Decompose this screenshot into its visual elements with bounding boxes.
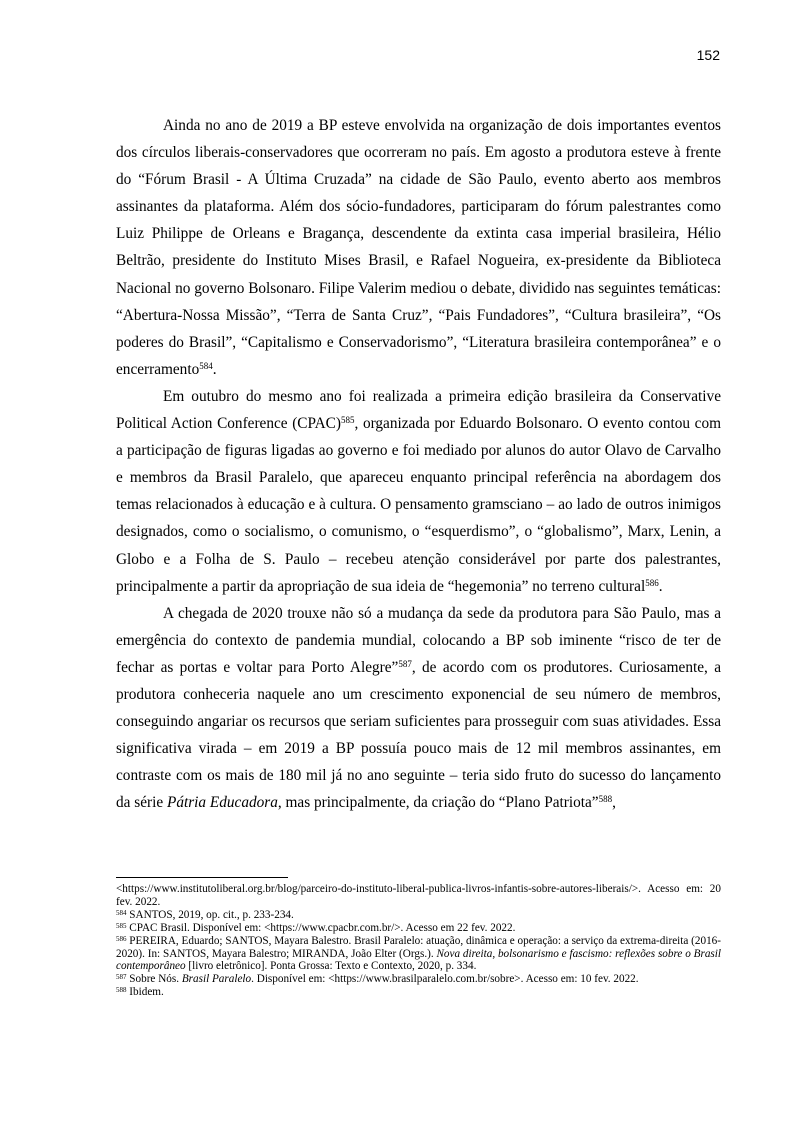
footnote-585: $^{585}$ CPAC Brasil. Disponível em: <https://www.cpacbr.com.br/>. Acesso em 22 fev. 2022. xyxy=(116,921,516,934)
paragraph-1: Ainda no ano de 2019 a BP esteve envolvida na organização de dois importantes eventos dos círculos liberais-conservadores que ocorreram no país. Em agosto a produtora esteve à frente do “Fórum Brasil - A Última Cruzada” na cidade de São Paulo, evento aberto aos membros assinantes da plataforma. Além dos sócio-fundadores, participaram do fórum palestrantes como Luiz Philippe de Orleans e Bragança, descendente da extinta casa imperial brasileira, Hélio Beltrão, presidente do Instituto Mises Brasil, e Rafael Nogueira, ex-presidente da Biblioteca Nacional no governo Bolsonaro. Filipe Valerim mediou o debate, dividido nas seguintes temáticas: “Abertura-Nossa Missão”, “Terra de Santa Cruz”, “Pais Fundadores”, “Cultura brasileira”, “Os poderes do Brasil”, “Capitalismo e Conservadorismo”, “Literatura brasileira contemporânea” e o encerramento$^{584}$. xyxy=(116,117,721,378)
footnote-ref-584[interactable]: 584 xyxy=(199,360,213,371)
footnote-ref-587[interactable]: 587 xyxy=(398,658,412,669)
body-text xyxy=(116,112,721,816)
page-number: 152 xyxy=(696,47,720,63)
footnote-link[interactable]: <https://www.institutoliberal.org.br/blog/parceiro-do-instituto-liberal-publica-livros-infantis-sobre-autores-liberais/> xyxy=(116,883,639,895)
footnote-587: $^{587}$ Sobre Nós. Brasil Paralelo. Disponível em: <https://www.brasilparalelo.com.br/sobre>. Acesso em: 10 fev. 2022. xyxy=(116,973,639,986)
footnote-continuation: <https://www.institutoliberal.org.br/blog/parceiro-do-instituto-liberal-publica-livros-infantis-sobre-autores-liberais/>. Acesso em: 20 fev. 2022. xyxy=(116,883,721,908)
footnote-584: $^{584}$ SANTOS, 2019, op. cit., p. 233-234. xyxy=(116,908,294,921)
series-title: Pátria Educadora xyxy=(166,794,278,812)
paragraph-3: A chegada de 2020 trouxe não só a mudança da sede da produtora para São Paulo, mas a emergência do contexto de pandemia mundial, colocando a BP sob iminente “risco de ter de fechar as portas e voltar para Porto Alegre”$^{587}$, de acordo com os produtores. Curiosamente, a produtora conheceria naquele ano um crescimento exponencial de seu número de membros, conseguindo angariar os recursos que seriam suficientes para prosseguir com suas atividades. Essa significativa virada – em 2019 a BP possuía pouco mais de 12 mil membros assinantes, em contraste com os mais de 180 mil já no ano seguinte – teria sido fruto do sucesso do lançamento da série Pátria Educadora, mas principalmente, da criação do “Plano Patriota”$^{588}$, xyxy=(116,604,721,812)
footnote-separator xyxy=(116,877,288,878)
footnote-ref-586[interactable]: 586 xyxy=(645,577,659,588)
footnotes xyxy=(116,883,721,999)
footnote-ref-588[interactable]: 588 xyxy=(598,794,613,805)
paragraph-2: Em outubro do mesmo ano foi realizada a primeira edição brasileira da Conservative Political Action Conference (CPAC)$^{585}$, organizada por Eduardo Bolsonaro. O evento contou com a participação de figuras ligadas ao governo e foi mediado por alunos do autor Olavo de Carvalho e membros da Brasil Paralelo, que apareceu enquanto principal referência na abordagem dos temas relacionados à educação e à cultura. O pensamento gramsciano – ao lado de outros inimigos designados, como o socialismo, o comunismo, o “esquerdismo”, o “globalismo”, Marx, Lenin, a Globo e a Folha de S. Paulo – recebeu atenção considerável por parte dos palestrantes, principalmente a partir da apropriação de sua ideia de “hegemonia” no terreno cultural$^{586}$. xyxy=(116,387,722,595)
footnote-586: $^{586}$ PEREIRA, Eduardo; SANTOS, Mayara Balestro. Brasil Paralelo: atuação, dinâmica e operação: a serviço da extrema-direita (2016-2020). In: SANTOS, Mayara Balestro; MIRANDA, João Elter (Orgs.). Nova direita, bolsonarismo e fascismo: reflexões sobre o Brasil contemporâneo [livro eletrônico]. Ponta Grossa: Texto e Contexto, 2020, p. 334. xyxy=(116,934,721,973)
footnote-ref-585[interactable]: 585 xyxy=(340,415,355,426)
footnote-588: $^{588}$ Ibidem. xyxy=(116,986,164,999)
